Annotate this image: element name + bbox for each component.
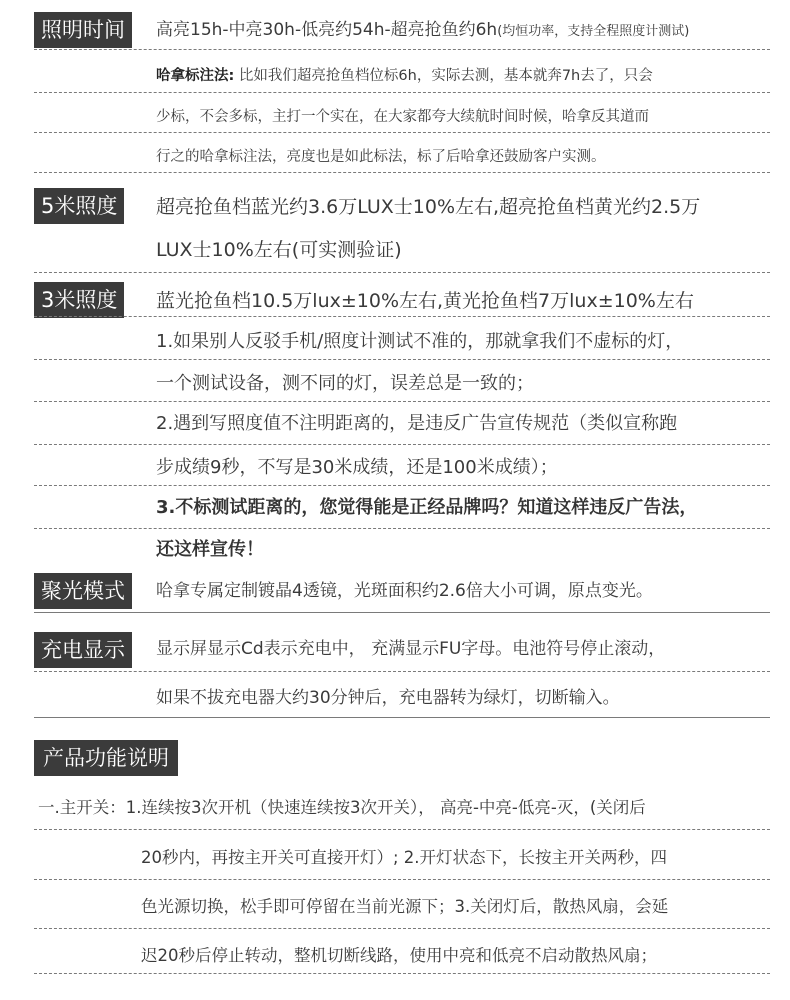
illum-3m-line1: 蓝光抢鱼档10.5万lux±10%左右,黄光抢鱼档7万lux±10%左右	[156, 290, 694, 312]
separator	[34, 879, 770, 880]
separator	[34, 272, 770, 273]
note-text1: 比如我们超亮抢鱼档位标6h，实际去测，基本就奔7h去了，只会	[238, 68, 653, 84]
note-title: 哈拿标注法:	[156, 68, 235, 84]
focus-mode-line1: 哈拿专属定制镀晶4透镜，光斑面积约2.6倍大小可调，原点变光。	[156, 581, 653, 601]
section-tag-charging: 充电显示	[34, 632, 132, 668]
functions-line3: 色光源切换，松手即可停留在当前光源下；3.关闭灯后，散热风扇，会延	[141, 897, 669, 916]
illum-3m-line5: 步成绩9秒，不写是30米成绩，还是100米成绩）；	[156, 457, 558, 478]
illum-3m-line3: 一个测试设备，测不同的灯，误差总是一致的；	[156, 373, 534, 394]
note-line2: 少标，不会多标，主打一个实在，在大家都夸大续航时间时候，哈拿反其道而	[156, 109, 649, 125]
illum-3m-line2: 1.如果别人反驳手机/照度计测试不准的，那就拿我们不虚标的灯，	[156, 331, 684, 352]
lighting-time-note: (均恒功率，支持全程照度计测试)	[497, 24, 690, 39]
illum-3m-line4: 2.遇到写照度值不注明距离的，是违反广告宣传规范（类似宣称跑	[156, 413, 678, 434]
separator	[34, 401, 770, 402]
separator	[34, 928, 770, 929]
separator	[34, 316, 770, 317]
section-tag-focus-mode: 聚光模式	[34, 573, 132, 609]
separator	[34, 49, 770, 50]
charging-line1: 显示屏显示Cd表示充电中， 充满显示FU字母。电池符号停止滚动，	[156, 639, 666, 659]
illum-3m-line7: 还这样宣传！	[156, 539, 264, 560]
section-tag-illum-5m: 5米照度	[34, 188, 124, 224]
separator	[34, 92, 770, 93]
separator	[34, 444, 770, 445]
separator	[34, 973, 770, 974]
charging-line2: 如果不拔充电器大约30分钟后，充电器转为绿灯，切断输入。	[156, 688, 620, 708]
section-tag-functions: 产品功能说明	[34, 740, 178, 776]
functions-line4: 迟20秒后停止转动，整机切断线路，使用中亮和低亮不启动散热风扇；	[141, 946, 657, 965]
illum-3m-line6: 3.不标测试距离的，您觉得能是正经品牌吗？知道这样违反广告法，	[156, 497, 698, 518]
note-line1	[156, 64, 653, 88]
functions-line1: 一.主开关：1.连续按3次开机（快速连续按3次开关）， 高亮-中亮-低亮-灭，(关闭后	[38, 798, 646, 817]
separator	[34, 612, 770, 613]
functions-line2: 20秒内，再按主开关可直接开灯）; 2.开灯状态下，长按主开关两秒，四	[141, 848, 668, 867]
separator	[34, 359, 770, 360]
note-line3: 行之的哈拿标注法，亮度也是如此标法，标了后哈拿还鼓励客户实测。	[156, 149, 606, 165]
illum-5m-line1: 超亮抢鱼档蓝光约3.6万LUX士10%左右,超亮抢鱼档黄光约2.5万	[156, 196, 701, 218]
section-tag-illum-3m: 3米照度	[34, 282, 124, 318]
separator	[34, 671, 770, 672]
separator	[34, 717, 770, 718]
separator	[34, 172, 770, 173]
section-tag-lighting-time: 照明时间	[34, 12, 132, 48]
separator	[34, 485, 770, 486]
separator	[34, 829, 770, 830]
separator	[34, 528, 770, 529]
lighting-time-main: 高亮15h-中亮30h-低亮约54h-超亮抢鱼约6h	[156, 20, 498, 40]
separator	[34, 132, 770, 133]
lighting-time-line1	[156, 17, 689, 45]
illum-5m-line2: LUX士10%左右(可实测验证)	[156, 239, 402, 261]
